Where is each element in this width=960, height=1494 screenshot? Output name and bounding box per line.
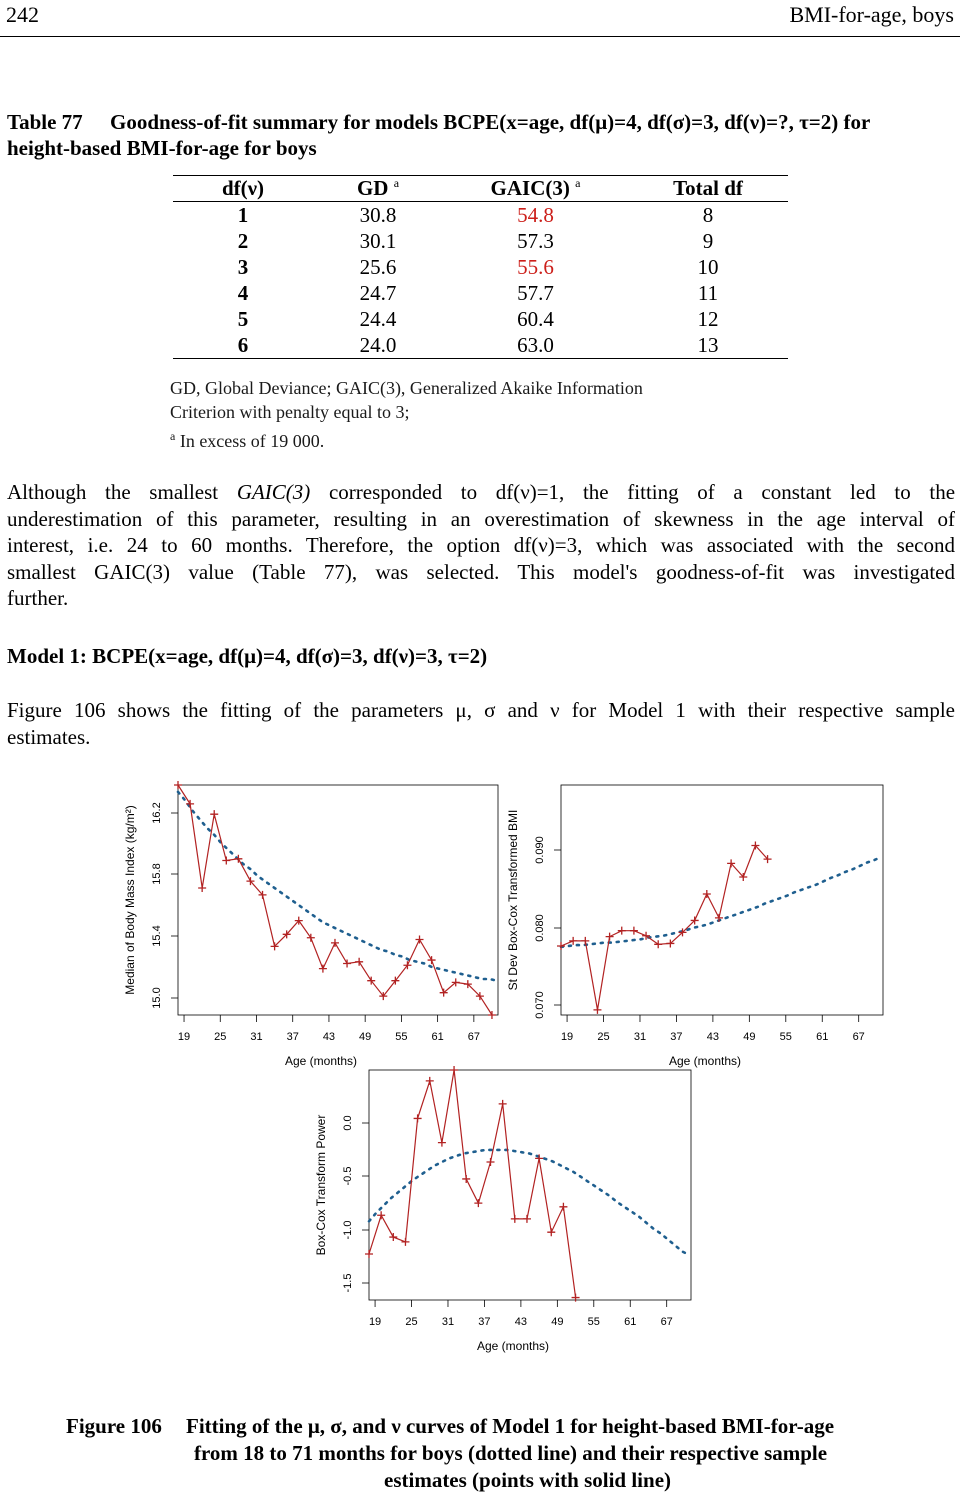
plot-frame bbox=[369, 1070, 691, 1300]
table-caption-line1: Goodness-of-fit summary for models BCPE(x=age, df(μ)=4, df(σ)=3, df(ν)=?, τ=2) for bbox=[110, 110, 871, 134]
sample-point bbox=[222, 857, 230, 865]
figure-caption-line1: Fitting of the μ, σ, and ν curves of Model 1 for height-based BMI-for-age bbox=[186, 1414, 835, 1438]
y-tick-label: 0.070 bbox=[534, 991, 546, 1019]
body-paragraph-2 bbox=[7, 697, 955, 750]
chart-median-bmi bbox=[123, 781, 498, 1068]
x-tick-label: 19 bbox=[560, 1031, 574, 1043]
x-tick-label: 49 bbox=[551, 1316, 564, 1328]
running-title: BMI-for-age, boys bbox=[789, 2, 954, 27]
y-tick-label: 0.090 bbox=[534, 836, 546, 864]
y-tick-label: 16.2 bbox=[151, 802, 163, 824]
sample-point bbox=[450, 1066, 458, 1074]
sample-point bbox=[210, 810, 218, 818]
x-axis-label: Age (months) bbox=[476, 1339, 550, 1353]
y-tick-label: 15.8 bbox=[151, 863, 163, 885]
plot-frame bbox=[561, 785, 883, 1015]
y-axis-label: Median of Body Mass Index (kg/m²) bbox=[123, 805, 137, 995]
sample-point bbox=[559, 1203, 567, 1211]
sample-point bbox=[511, 1215, 519, 1223]
table-row bbox=[173, 228, 788, 254]
table-cell: 63.0 bbox=[443, 332, 628, 359]
sample-point bbox=[606, 933, 614, 941]
sample-point bbox=[174, 781, 182, 789]
y-tick-label: 0.080 bbox=[534, 914, 546, 942]
page-header bbox=[0, 0, 960, 37]
col-header-gd: GD $^a$ bbox=[313, 176, 443, 202]
sample-point bbox=[618, 927, 626, 935]
sample-point bbox=[487, 1158, 495, 1166]
sample-point bbox=[474, 1199, 482, 1207]
table-row bbox=[173, 306, 788, 332]
sample-point bbox=[307, 934, 315, 942]
table-cell: 9 bbox=[702, 228, 714, 253]
table-note-line1: GD, Global Deviance; GAIC(3), Generalized Akaike Information bbox=[170, 378, 643, 398]
sample-point bbox=[703, 890, 711, 898]
table-cell: 11 bbox=[697, 280, 719, 305]
col-header-dfnu: df(ν) bbox=[173, 176, 313, 202]
table-cell: 12 bbox=[697, 306, 719, 331]
table-row bbox=[173, 202, 788, 229]
x-tick-label: 67 bbox=[467, 1031, 480, 1043]
x-tick-label: 61 bbox=[624, 1316, 637, 1328]
table-row bbox=[173, 280, 788, 306]
table-cell: 13 bbox=[628, 332, 788, 359]
table-label: Table 77 bbox=[7, 110, 83, 134]
sample-point bbox=[426, 1077, 434, 1085]
sample-point bbox=[319, 965, 327, 973]
x-tick-label: 25 bbox=[597, 1031, 610, 1043]
paragraph-line: further. bbox=[7, 586, 69, 610]
sample-point bbox=[462, 1175, 470, 1183]
x-tick-label: 55 bbox=[587, 1316, 600, 1328]
sample-point bbox=[343, 960, 351, 968]
x-tick-label: 43 bbox=[706, 1031, 720, 1043]
x-tick-label: 25 bbox=[214, 1031, 227, 1043]
paragraph-line: estimates. bbox=[7, 724, 91, 749]
x-tick-label: 55 bbox=[395, 1031, 408, 1043]
y-tick-label: 15.0 bbox=[151, 987, 163, 1009]
y-tick-label: -1.5 bbox=[342, 1273, 354, 1293]
table-cell-highlighted: 55.6 bbox=[517, 254, 554, 279]
figure-106 bbox=[0, 760, 960, 1400]
table-cell: 3 bbox=[237, 254, 249, 279]
table-caption-line2: height-based BMI-for-age for boys bbox=[7, 136, 317, 160]
sample-point bbox=[365, 1250, 373, 1258]
sample-point bbox=[355, 958, 363, 966]
x-tick-label: 37 bbox=[286, 1031, 299, 1043]
sample-point bbox=[414, 1114, 422, 1122]
x-tick-label: 19 bbox=[368, 1316, 382, 1328]
x-tick-label: 37 bbox=[478, 1316, 491, 1328]
sample-point bbox=[488, 1011, 496, 1019]
sample-point bbox=[438, 1139, 446, 1147]
paragraph-line: underestimation of this parameter, resulting in an overestimation of skewness in the age interval of bbox=[7, 506, 955, 531]
x-tick-label: 43 bbox=[322, 1031, 336, 1043]
sample-line bbox=[178, 785, 492, 1015]
x-tick-label: 49 bbox=[743, 1031, 756, 1043]
plot-frame bbox=[178, 785, 498, 1015]
figure-caption-line3: estimates (points with solid line) bbox=[384, 1468, 672, 1492]
sample-point bbox=[401, 1238, 409, 1246]
sample-point bbox=[523, 1215, 531, 1223]
y-tick-label: 15.4 bbox=[151, 925, 163, 947]
table-cell: 10 bbox=[697, 254, 719, 279]
table-cell: 6 bbox=[173, 332, 313, 359]
col-header-totaldf: Total df bbox=[628, 176, 788, 202]
y-tick-label: 0.0 bbox=[342, 1115, 354, 1131]
x-tick-label: 67 bbox=[852, 1031, 865, 1043]
paragraph-line: interest, i.e. 24 to 60 months. Therefore, the option df(ν)=3, which was associated with the second bbox=[7, 533, 955, 557]
chart-stdev-bmi bbox=[506, 785, 883, 1068]
sample-point bbox=[557, 942, 565, 950]
sample-point bbox=[715, 914, 723, 922]
table-cell: 30.1 bbox=[359, 228, 397, 253]
table-cell-highlighted: 54.8 bbox=[517, 202, 554, 227]
table-cell: 4 bbox=[237, 280, 249, 305]
x-axis-label: Age (months) bbox=[668, 1054, 742, 1068]
sample-point bbox=[234, 855, 242, 863]
paragraph-line: Figure 106 shows the fitting of the parameters μ, σ and ν for Model 1 with their respective sample bbox=[7, 698, 955, 722]
sample-line bbox=[561, 846, 768, 1010]
table-cell: 2 bbox=[237, 228, 249, 253]
chart-boxcox-power bbox=[314, 1066, 691, 1353]
table-cell: 8 bbox=[702, 202, 714, 227]
sample-point bbox=[581, 937, 589, 945]
paragraph-line: Although the smallest GAIC(3) corresponded to df(ν)=1, the fitting of a constant led to the bbox=[7, 480, 956, 504]
table-row bbox=[173, 332, 788, 359]
paragraph-line: smallest GAIC(3) value (Table 77), was selected. This model's goodness-of-fit was investigated bbox=[7, 559, 955, 584]
x-tick-label: 43 bbox=[514, 1316, 528, 1328]
table-header-row bbox=[173, 176, 788, 202]
table-row bbox=[173, 254, 788, 280]
sample-point bbox=[569, 937, 577, 945]
figure-caption-line2: from 18 to 71 months for boys (dotted line) and their respective sample bbox=[194, 1441, 828, 1465]
sample-point bbox=[389, 1233, 397, 1241]
x-tick-label: 19 bbox=[177, 1031, 191, 1043]
x-tick-label: 55 bbox=[779, 1031, 792, 1043]
y-axis-label: Box-Cox Transform Power bbox=[314, 1114, 328, 1256]
fitted-curve bbox=[369, 1150, 690, 1255]
body-paragraph-1 bbox=[7, 479, 955, 612]
x-tick-label: 37 bbox=[670, 1031, 683, 1043]
x-tick-label: 31 bbox=[441, 1316, 455, 1328]
table-cell: 25.6 bbox=[359, 254, 397, 279]
sample-point bbox=[186, 800, 194, 808]
x-tick-label: 31 bbox=[633, 1031, 647, 1043]
y-tick-label: -1.0 bbox=[342, 1220, 354, 1240]
sample-point bbox=[428, 956, 436, 964]
sample-point bbox=[499, 1100, 507, 1108]
sample-point bbox=[416, 935, 424, 943]
table-note bbox=[170, 376, 790, 453]
x-tick-label: 67 bbox=[660, 1316, 673, 1328]
x-tick-label: 49 bbox=[359, 1031, 372, 1043]
figure-label: Figure 106 bbox=[66, 1414, 162, 1438]
y-tick-label: -0.5 bbox=[342, 1166, 354, 1186]
table-cell: 57.3 bbox=[517, 228, 554, 253]
table-cell: 30.8 bbox=[359, 202, 397, 227]
y-axis-label: St Dev Box-Cox Transformed BMI bbox=[506, 809, 520, 991]
table-cell: 60.4 bbox=[517, 306, 554, 331]
col-header-gaic: GAIC(3) $^a$ bbox=[443, 176, 628, 202]
x-axis-label: Age (months) bbox=[284, 1054, 358, 1068]
table-cell: 5 bbox=[237, 306, 249, 331]
table-cell: 57.7 bbox=[517, 280, 554, 305]
x-tick-label: 61 bbox=[816, 1031, 829, 1043]
page-number: 242 bbox=[6, 2, 39, 27]
table-cell: 24.7 bbox=[359, 280, 397, 305]
sample-point bbox=[198, 884, 206, 892]
sample-point bbox=[377, 1211, 385, 1219]
sample-point bbox=[547, 1228, 555, 1236]
sample-point bbox=[654, 940, 662, 948]
sample-line bbox=[369, 1070, 576, 1298]
table-note-line2: Criterion with penalty equal to 3; bbox=[170, 402, 410, 422]
goodness-of-fit-table bbox=[173, 175, 788, 359]
table-cell: 24.0 bbox=[313, 332, 443, 359]
fitted-curve bbox=[178, 792, 497, 981]
model-heading: Model 1: BCPE(x=age, df(μ)=4, df(σ)=3, df(ν)=3, τ=2) bbox=[7, 644, 488, 668]
sample-point bbox=[593, 1006, 601, 1014]
x-tick-label: 61 bbox=[431, 1031, 444, 1043]
x-tick-label: 31 bbox=[250, 1031, 263, 1043]
x-tick-label: 25 bbox=[405, 1316, 418, 1328]
table-cell: 1 bbox=[237, 202, 249, 227]
table-note-line3: $^a$ In excess of 19 000. bbox=[170, 429, 325, 451]
table-cell: 24.4 bbox=[359, 306, 397, 331]
sample-point bbox=[630, 927, 638, 935]
sample-point bbox=[331, 939, 339, 947]
